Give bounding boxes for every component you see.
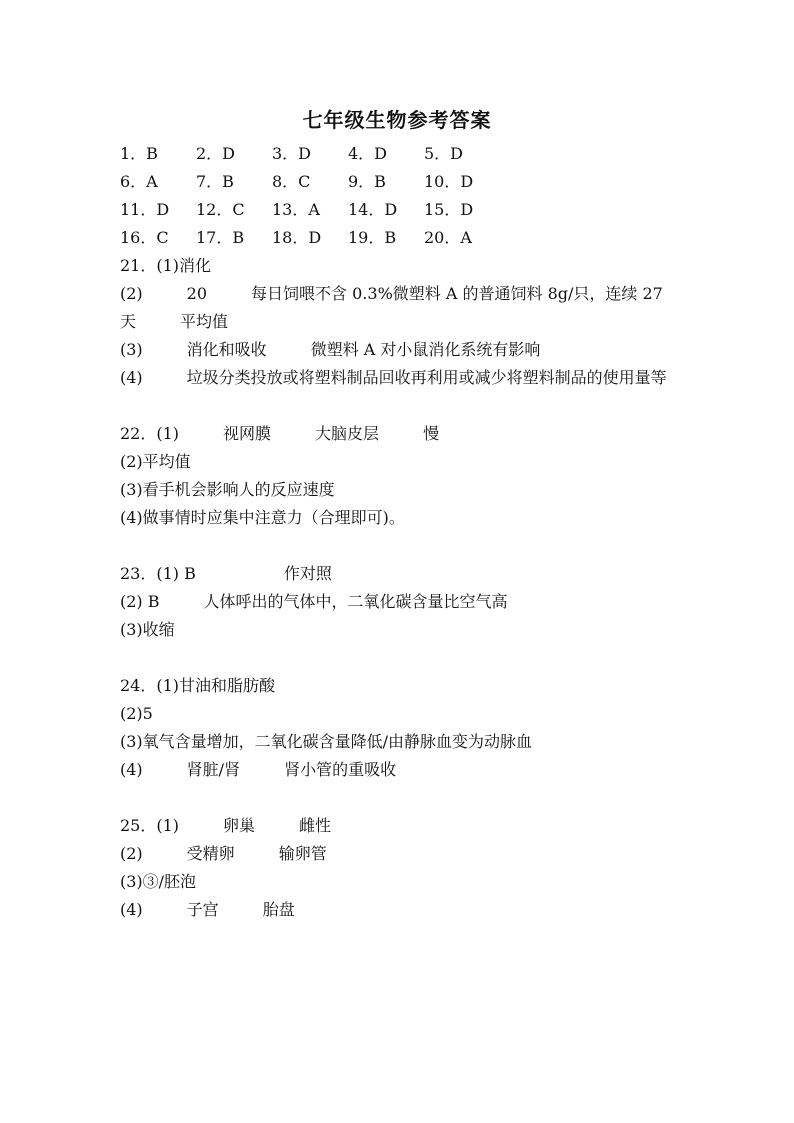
q21-answer: 消化和吸收 (186, 340, 267, 359)
mc-answer: 1．B (120, 144, 158, 163)
q21-line-2 (120, 280, 680, 336)
mc-answer: 7．B (196, 172, 234, 191)
answer-content (120, 140, 680, 924)
mc-answer: 8．C (272, 172, 311, 191)
q25-answer: 受精卵 (186, 844, 235, 863)
q25-answer: 输卵管 (278, 844, 327, 863)
mc-answer: 19．B (348, 228, 397, 247)
q22-line-4: (4)做事情时应集中注意力（合理即可)。 (120, 508, 405, 527)
q21-label: (4) (120, 368, 143, 387)
q23-label: (2) B (120, 592, 160, 611)
mc-answer: 4．D (348, 144, 388, 163)
q25-answer: 子宫 (186, 900, 219, 919)
mc-answer: 18．D (272, 228, 322, 247)
q23-line-3: (3)收缩 (120, 620, 175, 639)
q21-answer: 平均值 (180, 312, 229, 331)
q24-line-2: (2)5 (120, 704, 153, 723)
q25-answer: 雌性 (299, 816, 332, 835)
mc-answer: 11．D (120, 200, 170, 219)
q23-answer: 人体呼出的气体中，二氧化碳含量比空气高 (203, 592, 508, 611)
mc-answer: 6．A (120, 172, 158, 191)
mc-answer: 20．A (424, 228, 472, 247)
q24-answer: 肾脏/肾 (186, 760, 241, 779)
q23-line-2 (120, 588, 680, 616)
q22-answer: 视网膜 (223, 424, 272, 443)
mc-answer: 16．C (120, 228, 169, 247)
q24-line-1: 24．(1)甘油和脂肪酸 (120, 676, 276, 695)
q22-line-2: (2)平均值 (120, 452, 191, 471)
q25-line-2 (120, 840, 680, 868)
mc-answer: 9．B (348, 172, 386, 191)
q21-answer: 每日饲喂不含 0.3%微塑料 A 的普通饲料 8g/只，连续 27 天 (120, 284, 663, 331)
q23-line-1 (120, 560, 680, 588)
mc-row-4 (120, 224, 680, 252)
q21-label: (3) (120, 340, 143, 359)
q25-line-4 (120, 896, 680, 924)
q21-answer: 20 (186, 284, 208, 303)
q21-line-1: 21．(1)消化 (120, 256, 212, 275)
q24-line-3: (3)氧气含量增加，二氧化碳含量降低/由静脉血变为动脉血 (120, 732, 533, 751)
mc-answer: 3．D (272, 144, 312, 163)
mc-row-3 (120, 196, 680, 224)
q23-answer: 作对照 (283, 564, 332, 583)
q21-line-3 (120, 336, 680, 364)
mc-answer: 10．D (424, 172, 474, 191)
q21-label: (2) (120, 284, 143, 303)
mc-answer: 14．D (348, 200, 398, 219)
q23-label: 23．(1) B (120, 564, 196, 583)
page-title: 七年级生物参考答案 (302, 108, 492, 132)
mc-row-1 (120, 140, 680, 168)
q25-line-3: (3)③/胚泡 (120, 872, 197, 891)
q22-line-1 (120, 420, 680, 448)
mc-answer: 5．D (424, 144, 464, 163)
q25-line-1 (120, 812, 680, 840)
q24-answer: 肾小管的重吸收 (284, 760, 397, 779)
mc-answer: 15．D (424, 200, 474, 219)
q25-label: (2) (120, 844, 143, 863)
q25-label: (4) (120, 900, 143, 919)
q25-label: 25．(1) (120, 816, 180, 835)
q22-answer: 大脑皮层 (315, 424, 380, 443)
q24-line-4 (120, 756, 680, 784)
q25-answer: 卵巢 (223, 816, 256, 835)
q22-line-3: (3)看手机会影响人的反应速度 (120, 480, 335, 499)
mc-answer: 13．A (272, 200, 320, 219)
mc-answer: 12．C (196, 200, 245, 219)
q24-label: (4) (120, 760, 143, 779)
q25-answer: 胎盘 (262, 900, 295, 919)
q21-answer: 微塑料 A 对小鼠消化系统有影响 (310, 340, 541, 359)
q22-label: 22．(1) (120, 424, 180, 443)
mc-answer: 17．B (196, 228, 245, 247)
mc-answer: 2．D (196, 144, 236, 163)
q22-answer: 慢 (423, 424, 440, 443)
q21-answer: 垃圾分类投放或将塑料制品回收再利用或减少将塑料制品的使用量等 (186, 368, 667, 387)
mc-row-2 (120, 168, 680, 196)
q21-line-4 (120, 364, 680, 392)
